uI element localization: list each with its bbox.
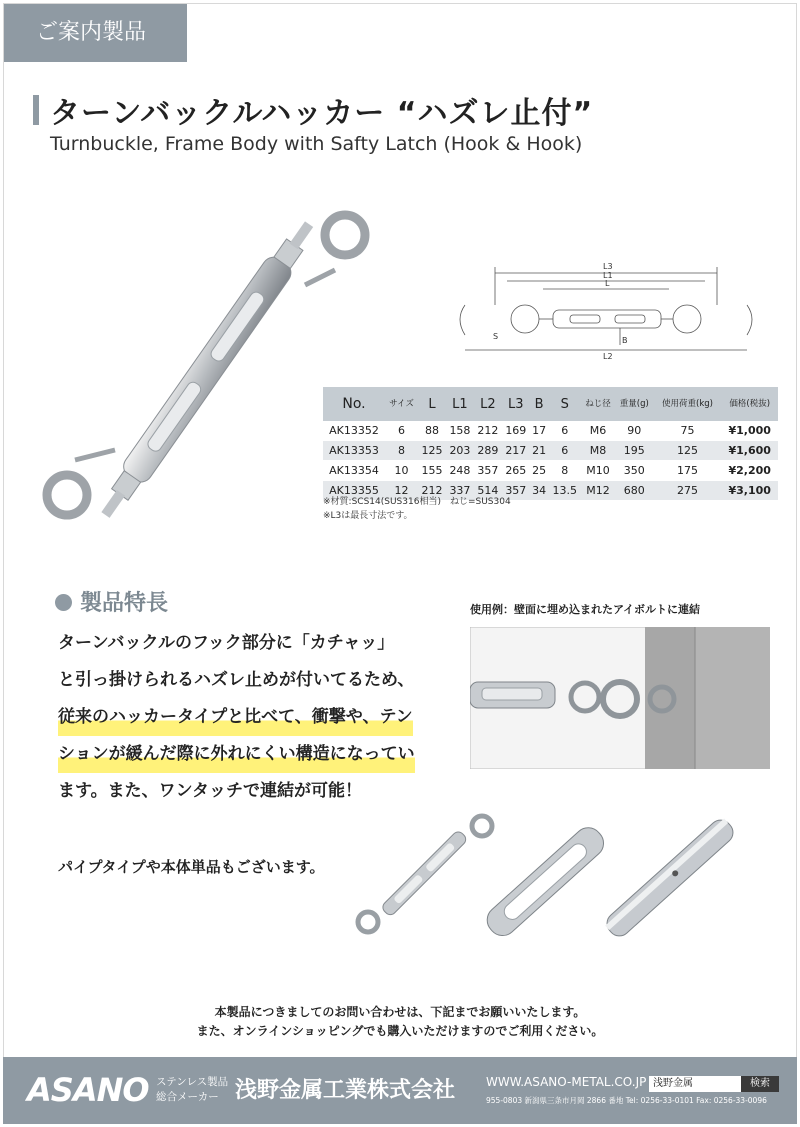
tagline-line-2: 総合メーカー <box>156 1091 219 1103</box>
dimension-diagram <box>455 255 760 365</box>
tagline-line-1: ステンレス製品 <box>156 1076 229 1088</box>
cell-thread: M6 <box>581 421 615 441</box>
spec-table-header-row <box>323 387 778 421</box>
search-input[interactable]: 浅野金属 <box>649 1076 741 1092</box>
cell-no: AK13353 <box>323 441 385 461</box>
cell-s: 8 <box>548 461 581 481</box>
cell-price: ¥3,100 <box>721 481 778 501</box>
company-address: 955-0803 新潟県三条市月岡 2866 番地 Tel: 0256-33-0101 Fax: 0256-33-0096 <box>486 1096 767 1105</box>
table-row <box>323 441 778 461</box>
length-note: ※L3は最長寸法です。 <box>323 511 413 521</box>
feature-line: と引っ掛けられるハズレ止めが付いてるため、 <box>58 670 415 690</box>
title-accent-bar <box>33 95 39 125</box>
feature-line-highlighted: ションが緩んだ際に外れにくい構造になってい <box>58 736 415 773</box>
cell-price: ¥1,000 <box>721 421 778 441</box>
features-heading <box>55 586 168 617</box>
col-l3: L3 <box>502 387 530 421</box>
company-url[interactable]: WWW.ASANO-METAL.CO.JP <box>486 1075 647 1089</box>
spec-table <box>323 387 778 501</box>
cell-load: 125 <box>654 441 722 461</box>
cell-l1: 158 <box>446 421 474 441</box>
cell-s: 6 <box>548 441 581 461</box>
company-name: 浅野金属工業株式会社 <box>235 1078 456 1103</box>
dim-label-l3: L3 <box>603 262 613 271</box>
col-no: No. <box>323 387 385 421</box>
col-size: サイズ <box>385 387 418 421</box>
table-row <box>323 461 778 481</box>
usecase-label: 使用例：壁面に埋め込まれたアイボルトに連結 <box>470 603 701 616</box>
col-l2: L2 <box>474 387 502 421</box>
cell-l: 212 <box>418 481 446 501</box>
cell-thread: M8 <box>581 441 615 461</box>
feature-line: ターンバックルのフック部分に「カチャッ」 <box>58 633 395 653</box>
dim-label-s: S <box>493 332 499 341</box>
cell-price: ¥2,200 <box>721 461 778 481</box>
cell-weight: 680 <box>615 481 654 501</box>
cell-no: AK13354 <box>323 461 385 481</box>
cell-price: ¥1,600 <box>721 441 778 461</box>
contact-line-2: また、オンラインショッピングでも購入いただけますのでご利用ください。 <box>196 1024 604 1038</box>
cell-size: 6 <box>385 421 418 441</box>
pipe-type-image <box>595 812 745 944</box>
cell-s: 6 <box>548 421 581 441</box>
cell-load: 75 <box>654 421 722 441</box>
frame-body-image <box>478 822 613 942</box>
col-l1: L1 <box>446 387 474 421</box>
cell-load: 275 <box>654 481 722 501</box>
dim-label-l1: L1 <box>603 271 613 280</box>
feature-line-highlighted: 従来のハッカータイプと比べて、衝撃や、テン <box>58 699 413 736</box>
cell-l2: 289 <box>474 441 502 461</box>
contact-line-1: 本製品につきましてのお問い合わせは、下記までお願いいたします。 <box>214 1005 586 1019</box>
cell-load: 175 <box>654 461 722 481</box>
col-weight: 重量(g) <box>615 387 654 421</box>
cell-b: 34 <box>530 481 549 501</box>
search-button[interactable]: 検索 <box>741 1076 779 1092</box>
company-logo: ASANO <box>27 1071 149 1109</box>
cell-l2: 212 <box>474 421 502 441</box>
cell-weight: 195 <box>615 441 654 461</box>
footer <box>3 1057 797 1124</box>
dim-label-l: L <box>605 279 610 288</box>
cell-l: 125 <box>418 441 446 461</box>
col-s: S <box>548 387 581 421</box>
guide-tag: ご案内製品 <box>4 4 187 62</box>
cell-l3: 169 <box>502 421 530 441</box>
features-text <box>58 625 458 810</box>
cell-l3: 265 <box>502 461 530 481</box>
col-thread: ねじ径 <box>581 387 615 421</box>
cell-size: 10 <box>385 461 418 481</box>
cell-thread: M10 <box>581 461 615 481</box>
cell-l2: 514 <box>474 481 502 501</box>
page-title: ターンバックルハッカー “ハズレ止付” <box>50 96 594 131</box>
page-subtitle: Turnbuckle, Frame Body with Safty Latch (Hook & Hook) <box>50 133 583 155</box>
cell-l1: 337 <box>446 481 474 501</box>
cell-weight: 350 <box>615 461 654 481</box>
dim-label-l2: L2 <box>603 352 613 361</box>
cell-size: 12 <box>385 481 418 501</box>
dim-label-b: B <box>622 336 628 345</box>
material-note: ※材質:SCS14(SUS316相当) ねじ=SUS304 <box>323 497 511 507</box>
cell-l2: 357 <box>474 461 502 481</box>
col-load: 使用荷重(kg) <box>654 387 722 421</box>
cell-no: AK13352 <box>323 421 385 441</box>
usecase-photo <box>470 627 770 769</box>
cell-l: 155 <box>418 461 446 481</box>
cell-no: AK13355 <box>323 481 385 501</box>
cell-size: 8 <box>385 441 418 461</box>
col-price: 価格(税抜) <box>721 387 778 421</box>
bullet-dot-icon <box>55 594 72 611</box>
cell-thread: M12 <box>581 481 615 501</box>
pipe-type-note: パイプタイプや本体単品もございます。 <box>58 858 325 876</box>
page-frame <box>3 3 797 1124</box>
cell-b: 17 <box>530 421 549 441</box>
company-tagline <box>156 1075 228 1105</box>
features-heading-text: 製品特長 <box>80 591 169 616</box>
cell-l3: 217 <box>502 441 530 461</box>
col-b: B <box>530 387 549 421</box>
cell-l: 88 <box>418 421 446 441</box>
cell-l1: 248 <box>446 461 474 481</box>
cell-l3: 357 <box>502 481 530 501</box>
table-row <box>323 421 778 441</box>
feature-line: ます。また、ワンタッチで連結が可能！ <box>58 781 362 801</box>
cell-l1: 203 <box>446 441 474 461</box>
cell-s: 13.5 <box>548 481 581 501</box>
cell-b: 21 <box>530 441 549 461</box>
cell-weight: 90 <box>615 421 654 441</box>
cell-b: 25 <box>530 461 549 481</box>
col-l: L <box>418 387 446 421</box>
